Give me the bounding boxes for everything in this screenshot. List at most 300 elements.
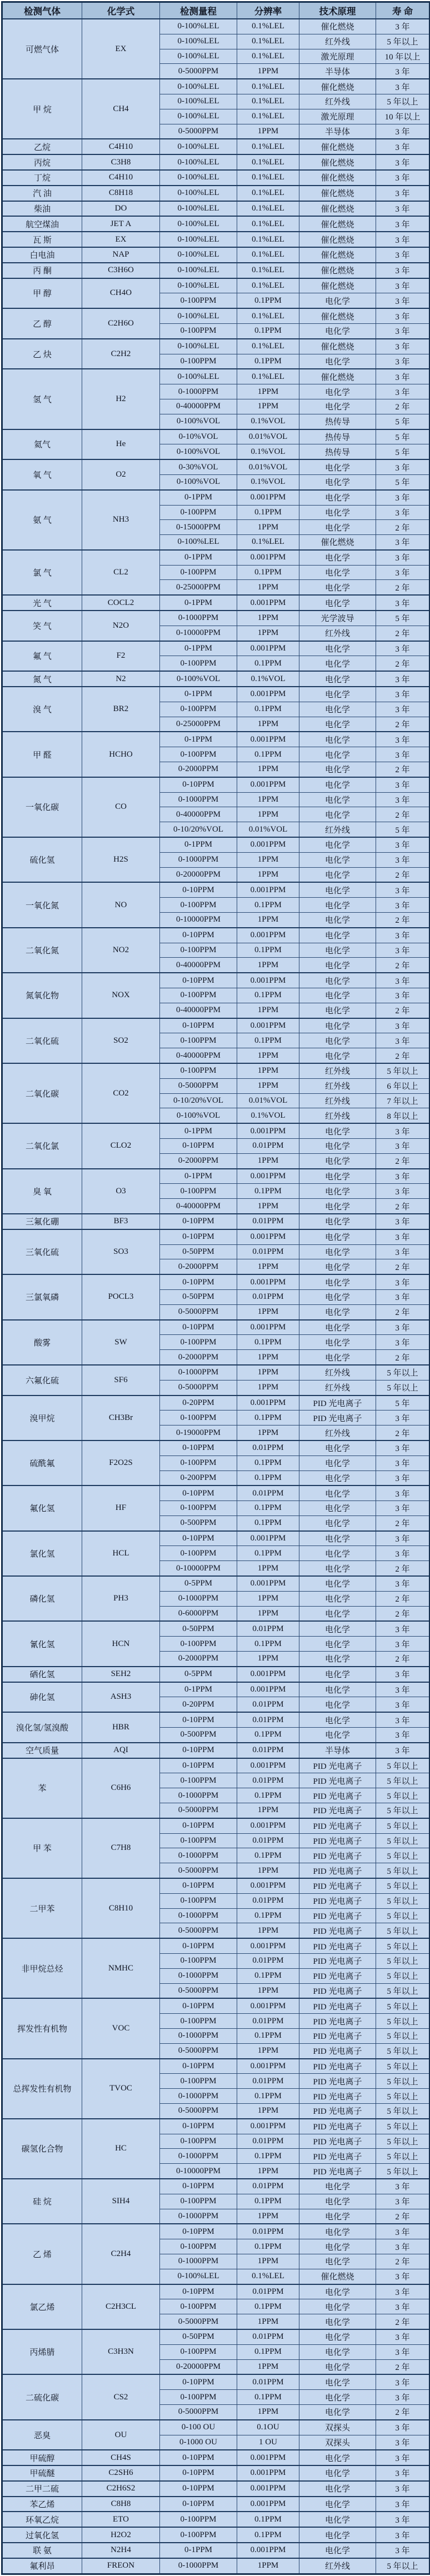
range-cell: 0-10PPM — [160, 973, 237, 988]
range-cell: 0-1PPM — [160, 490, 237, 505]
resolution-cell: 0.1PPM — [237, 2390, 299, 2405]
gas-cell: 甲硫醇 — [2, 2450, 82, 2465]
lifespan-cell: 3 年 — [376, 595, 430, 611]
range-cell: 0-25000PPM — [160, 717, 237, 732]
lifespan-cell: 2 年 — [376, 399, 430, 414]
table-row — [2, 1485, 430, 1500]
table-row — [2, 1365, 430, 1380]
lifespan-cell: 5 年以上 — [376, 2149, 430, 2164]
range-cell: 0-5000PPM — [160, 1078, 237, 1093]
principle-cell: 红外线 — [299, 1425, 376, 1440]
principle-cell: 电化学 — [299, 1018, 376, 1033]
gas-cell: 联 氨 — [2, 2543, 82, 2558]
table-row — [2, 2450, 430, 2465]
principle-cell: 电化学 — [299, 505, 376, 520]
formula-cell: C2H2 — [82, 339, 160, 369]
gas-cell: 二氧化氮 — [2, 928, 82, 973]
lifespan-cell: 5 年 — [376, 429, 430, 444]
range-cell: 0-100%LEL — [160, 186, 237, 201]
formula-cell: NOX — [82, 973, 160, 1018]
principle-cell: 电化学 — [299, 2209, 376, 2224]
gas-cell: 柴油 — [2, 201, 82, 217]
principle-cell: 电化学 — [299, 1214, 376, 1229]
lifespan-cell: 3 年 — [376, 64, 430, 79]
lifespan-cell: 3 年 — [376, 1621, 430, 1636]
principle-cell: PID 光电离子 — [299, 2119, 376, 2134]
lifespan-cell: 3 年 — [376, 837, 430, 852]
gas-cell: 苯 — [2, 1758, 82, 1818]
range-cell: 0-100PPM — [160, 1773, 237, 1788]
table-row — [2, 2465, 430, 2481]
resolution-cell: 0.1%VOL — [237, 414, 299, 429]
principle-cell: 催化燃烧 — [299, 201, 376, 217]
lifespan-cell: 3 年 — [376, 1033, 430, 1048]
resolution-cell: 0.001PPM — [237, 1018, 299, 1033]
principle-cell: 电化学 — [299, 807, 376, 822]
range-cell: 0-100PPM — [160, 747, 237, 762]
lifespan-cell: 3 年 — [376, 1320, 430, 1335]
range-cell: 0-5PPM — [160, 1667, 237, 1682]
resolution-cell: 0.001PPM — [237, 1123, 299, 1138]
range-cell: 0-100%LEL — [160, 232, 237, 247]
gas-cell: 酸雾 — [2, 1320, 82, 1365]
formula-cell: C6H6 — [82, 1758, 160, 1818]
lifespan-cell: 2 年 — [376, 2359, 430, 2374]
range-cell: 0-50PPM — [160, 2329, 237, 2344]
resolution-cell: 1PPM — [237, 2164, 299, 2179]
range-cell: 0-10PPM — [160, 777, 237, 792]
lifespan-cell: 3 年 — [376, 943, 430, 958]
gas-cell: 溴 气 — [2, 687, 82, 732]
range-cell: 0-100PPM — [160, 354, 237, 369]
resolution-cell: 0.1PPM — [237, 1033, 299, 1048]
range-cell: 0-100PPM — [160, 1501, 237, 1516]
principle-cell: 电化学 — [299, 595, 376, 611]
range-cell: 0-500PPM — [160, 1515, 237, 1530]
formula-cell: CO2 — [82, 1063, 160, 1123]
lifespan-cell: 3 年 — [376, 1637, 430, 1652]
range-cell: 0-100PPM — [160, 1410, 237, 1425]
resolution-cell: 1PPM — [237, 2558, 299, 2574]
header-row — [2, 2, 430, 19]
formula-cell: CH4 — [82, 79, 160, 139]
gas-cell: 乙 炔 — [2, 339, 82, 369]
resolution-cell: 1PPM — [237, 2314, 299, 2329]
principle-cell: 电化学 — [299, 913, 376, 928]
header-cell-3: 分辨率 — [237, 2, 299, 19]
formula-cell: EX — [82, 232, 160, 247]
principle-cell: 电化学 — [299, 459, 376, 474]
gas-cell: 挥发性有机物 — [2, 1998, 82, 2058]
header-cell-4: 技术原理 — [299, 2, 376, 19]
formula-cell: SW — [82, 1320, 160, 1365]
lifespan-cell: 3 年 — [376, 1712, 430, 1727]
lifespan-cell: 2 年 — [376, 1304, 430, 1319]
principle-cell: 电化学 — [299, 898, 376, 913]
principle-cell: 电化学 — [299, 777, 376, 792]
gas-cell: 航空煤油 — [2, 216, 82, 232]
range-cell: 0-50PPM — [160, 1289, 237, 1304]
resolution-cell: 1PPM — [237, 807, 299, 822]
resolution-cell: 0.1%VOL — [237, 1108, 299, 1123]
principle-cell: 电化学 — [299, 2194, 376, 2209]
resolution-cell: 1PPM — [237, 1350, 299, 1365]
lifespan-cell: 3 年 — [376, 2179, 430, 2194]
table-row — [2, 79, 430, 94]
range-cell: 0-1000PPM — [160, 852, 237, 867]
formula-cell: C2H6S2 — [82, 2481, 160, 2497]
formula-cell: F2O2S — [82, 1440, 160, 1485]
principle-cell: PID 光电离子 — [299, 1983, 376, 1998]
range-cell: 0-100%LEL — [160, 79, 237, 94]
resolution-cell: 1PPM — [237, 913, 299, 928]
principle-cell: 半导体 — [299, 64, 376, 79]
table-row — [2, 1274, 430, 1289]
range-cell: 0-2000PPM — [160, 1652, 237, 1667]
range-cell: 0-5000PPM — [160, 2043, 237, 2058]
range-cell: 0-19000PPM — [160, 1425, 237, 1440]
table-row — [2, 973, 430, 988]
principle-cell: 催化燃烧 — [299, 2269, 376, 2284]
formula-cell: CL2 — [82, 550, 160, 595]
principle-cell: PID 光电离子 — [299, 1968, 376, 1983]
principle-cell: 电化学 — [299, 732, 376, 747]
formula-cell: NH3 — [82, 490, 160, 550]
range-cell: 0-10PPM — [160, 1712, 237, 1727]
gas-cell: 丁烷 — [2, 170, 82, 186]
range-cell: 0-100PPM — [160, 1335, 237, 1350]
range-cell: 0-100PPM — [160, 2527, 237, 2543]
principle-cell: 催化燃烧 — [299, 232, 376, 247]
range-cell: 0-10PPM — [160, 2284, 237, 2299]
range-cell: 0-1000PPM — [160, 2028, 237, 2043]
table-row — [2, 2558, 430, 2574]
range-cell: 0-10PPM — [160, 2481, 237, 2497]
range-cell: 0-100%VOL — [160, 414, 237, 429]
lifespan-cell: 3 年 — [376, 1440, 430, 1455]
table-row — [2, 837, 430, 852]
table-row — [2, 687, 430, 702]
lifespan-cell: 3 年 — [376, 2269, 430, 2284]
range-cell: 0-5000PPM — [160, 1803, 237, 1818]
resolution-cell: 0.01PPM — [237, 1621, 299, 1636]
resolution-cell: 0.1%LEL — [237, 186, 299, 201]
gas-cell: 氟 气 — [2, 641, 82, 672]
principle-cell: 电化学 — [299, 943, 376, 958]
formula-cell: HF — [82, 1485, 160, 1530]
lifespan-cell: 3 年 — [376, 2435, 430, 2450]
range-cell: 0-10000PPM — [160, 913, 237, 928]
range-cell: 0-1000PPM — [160, 1365, 237, 1380]
range-cell: 0-10PPM — [160, 1878, 237, 1893]
principle-cell: 电化学 — [299, 2527, 376, 2543]
lifespan-cell: 3 年 — [376, 2512, 430, 2527]
lifespan-cell: 3 年 — [376, 1682, 430, 1697]
gas-cell: 过氧化氢 — [2, 2527, 82, 2543]
gas-cell: 砷化氢 — [2, 1682, 82, 1713]
principle-cell: 电化学 — [299, 928, 376, 943]
lifespan-cell: 5 年以上 — [376, 2558, 430, 2574]
principle-cell: 电化学 — [299, 717, 376, 732]
table-row — [2, 2284, 430, 2299]
gas-cell: 氟化氢 — [2, 1485, 82, 1530]
resolution-cell: 0.1PPM — [237, 1908, 299, 1923]
formula-cell: C2H3CL — [82, 2284, 160, 2329]
resolution-cell: 0.01PPM — [237, 2014, 299, 2029]
range-cell: 0-100%LEL — [160, 278, 237, 293]
range-cell: 0-10PPM — [160, 882, 237, 897]
resolution-cell: 0.1PPM — [237, 1968, 299, 1983]
formula-cell: O2 — [82, 459, 160, 490]
lifespan-cell: 2 年 — [376, 1515, 430, 1530]
resolution-cell: 1PPM — [237, 717, 299, 732]
lifespan-cell: 3 年 — [376, 1470, 430, 1485]
formula-cell: NO2 — [82, 928, 160, 973]
principle-cell: 催化燃烧 — [299, 308, 376, 323]
resolution-cell: 0.1PPM — [237, 988, 299, 1003]
gas-cell: 氮 气 — [2, 671, 82, 687]
resolution-cell: 0.1PPM — [237, 2149, 299, 2164]
gas-cell: 硫酰氟 — [2, 1440, 82, 1485]
formula-cell: AQI — [82, 1743, 160, 1758]
range-cell: 0-100PPM — [160, 2344, 237, 2359]
lifespan-cell: 3 年 — [376, 1184, 430, 1199]
lifespan-cell: 5 年以上 — [376, 2089, 430, 2104]
resolution-cell: 1PPM — [237, 626, 299, 641]
lifespan-cell: 5 年 — [376, 1395, 430, 1410]
range-cell: 0-100PPM — [160, 1455, 237, 1470]
range-cell: 0-10PPM — [160, 1229, 237, 1244]
table-row — [2, 1743, 430, 1758]
header-cell-0: 检测气体 — [2, 2, 82, 19]
principle-cell: 热传导 — [299, 429, 376, 444]
range-cell: 0-100PPM — [160, 2074, 237, 2089]
lifespan-cell: 3 年 — [376, 2465, 430, 2481]
resolution-cell: 0.1PPM — [237, 1546, 299, 1561]
principle-cell: 电化学 — [299, 792, 376, 807]
resolution-cell: 0.1%VOL — [237, 671, 299, 687]
resolution-cell: 0.1%LEL — [237, 109, 299, 124]
resolution-cell: 1PPM — [237, 1606, 299, 1621]
resolution-cell: 0.01PPM — [237, 1214, 299, 1229]
formula-cell: POCL3 — [82, 1274, 160, 1319]
principle-cell: 红外线 — [299, 1078, 376, 1093]
range-cell: 0-1000PPM — [160, 1788, 237, 1803]
range-cell: 0-50PPM — [160, 1244, 237, 1259]
lifespan-cell: 5 年以上 — [376, 2164, 430, 2179]
range-cell: 0-10PPM — [160, 2497, 237, 2512]
range-cell: 0-1PPM — [160, 732, 237, 747]
range-cell: 0-100%LEL — [160, 49, 237, 64]
principle-cell: 催化燃烧 — [299, 139, 376, 154]
principle-cell: 光学波导 — [299, 611, 376, 626]
table-row — [2, 2481, 430, 2497]
lifespan-cell: 3 年 — [376, 201, 430, 217]
principle-cell: 红外线 — [299, 1108, 376, 1123]
table-row — [2, 1682, 430, 1697]
range-cell: 0-100PPM — [160, 702, 237, 717]
lifespan-cell: 3 年 — [376, 1667, 430, 1682]
range-cell: 0-100%LEL — [160, 535, 237, 550]
lifespan-cell: 3 年 — [376, 2194, 430, 2209]
principle-cell: 电化学 — [299, 1576, 376, 1591]
resolution-cell: 0.001PPM — [237, 1998, 299, 2013]
table-row — [2, 1667, 430, 1682]
range-cell: 0-100PPM — [160, 2014, 237, 2029]
principle-cell: PID 光电离子 — [299, 1938, 376, 1953]
resolution-cell: 0.1%LEL — [237, 263, 299, 278]
lifespan-cell: 5 年 — [376, 822, 430, 837]
resolution-cell: 0.1%LEL — [237, 308, 299, 323]
range-cell: 0-10PPM — [160, 2179, 237, 2194]
principle-cell: 电化学 — [299, 474, 376, 489]
gas-cell: 磷化氢 — [2, 1576, 82, 1621]
range-cell: 0-10PPM — [160, 1531, 237, 1546]
lifespan-cell: 3 年 — [376, 308, 430, 323]
principle-cell: 电化学 — [299, 565, 376, 580]
range-cell: 0-10000PPM — [160, 2164, 237, 2179]
range-cell: 0-100%LEL — [160, 263, 237, 278]
principle-cell: PID 光电离子 — [299, 2103, 376, 2118]
principle-cell: 电化学 — [299, 1697, 376, 1712]
resolution-cell: 0.1%LEL — [237, 369, 299, 384]
gas-cell: 氯乙烯 — [2, 2284, 82, 2329]
formula-cell: VOC — [82, 1998, 160, 2058]
gas-cell: 硒化氢 — [2, 1667, 82, 1682]
resolution-cell: 0.01PPM — [237, 1712, 299, 1727]
range-cell: 0-100%LEL — [160, 201, 237, 217]
resolution-cell: 0.1PPM — [237, 2028, 299, 2043]
resolution-cell: 0.01PPM — [237, 1289, 299, 1304]
principle-cell: 电化学 — [299, 1350, 376, 1365]
principle-cell: 电化学 — [299, 2465, 376, 2481]
principle-cell: 电化学 — [299, 2179, 376, 2194]
resolution-cell: 0.001PPM — [237, 2465, 299, 2481]
range-cell: 0-10000PPM — [160, 626, 237, 641]
table-row — [2, 308, 430, 323]
range-cell: 0-40000PPM — [160, 1003, 237, 1018]
formula-cell: H2O2 — [82, 2527, 160, 2543]
resolution-cell: 0.01%VOL — [237, 822, 299, 837]
lifespan-cell: 2 年 — [376, 2209, 430, 2224]
lifespan-cell: 2 年 — [376, 626, 430, 641]
principle-cell: PID 光电离子 — [299, 2059, 376, 2074]
formula-cell: SIH4 — [82, 2179, 160, 2224]
principle-cell: 红外线 — [299, 94, 376, 109]
table-row — [2, 232, 430, 247]
table-row — [2, 595, 430, 611]
lifespan-cell: 5 年以上 — [376, 1893, 430, 1908]
principle-cell: 电化学 — [299, 1531, 376, 1546]
range-cell: 0-10PPM — [160, 1018, 237, 1033]
table-row — [2, 170, 430, 186]
lifespan-cell: 3 年 — [376, 732, 430, 747]
table-row — [2, 339, 430, 354]
principle-cell: 电化学 — [299, 1259, 376, 1274]
lifespan-cell: 3 年 — [376, 369, 430, 384]
principle-cell: 电化学 — [299, 2344, 376, 2359]
formula-cell: SO3 — [82, 1229, 160, 1274]
lifespan-cell: 2 年 — [376, 580, 430, 595]
formula-cell: CLO2 — [82, 1123, 160, 1168]
principle-cell: 半导体 — [299, 124, 376, 139]
range-cell: 0-1PPM — [160, 1169, 237, 1184]
lifespan-cell: 2 年 — [376, 958, 430, 973]
principle-cell: PID 光电离子 — [299, 1878, 376, 1893]
lifespan-cell: 3 年 — [376, 1018, 430, 1033]
principle-cell: PID 光电离子 — [299, 2164, 376, 2179]
lifespan-cell: 3 年 — [376, 777, 430, 792]
principle-cell: 电化学 — [299, 580, 376, 595]
formula-cell: NAP — [82, 247, 160, 263]
lifespan-cell: 3 年 — [376, 702, 430, 717]
range-cell: 0-100%LEL — [160, 154, 237, 170]
header-cell-2: 检测量程 — [160, 2, 237, 19]
principle-cell: PID 光电离子 — [299, 1863, 376, 1878]
principle-cell: 电化学 — [299, 1546, 376, 1561]
lifespan-cell: 5 年以上 — [376, 1380, 430, 1395]
range-cell: 0-10PPM — [160, 2059, 237, 2074]
resolution-cell: 0.1PPM — [237, 2239, 299, 2254]
resolution-cell: 0.01PPM — [237, 1893, 299, 1908]
principle-cell: 红外线 — [299, 1063, 376, 1078]
principle-cell: 电化学 — [299, 837, 376, 852]
resolution-cell: 1 OU — [237, 2435, 299, 2450]
gas-cell: 笑 气 — [2, 611, 82, 641]
principle-cell: 电化学 — [299, 1335, 376, 1350]
principle-cell: 电化学 — [299, 1621, 376, 1636]
range-cell: 0-100PPM — [160, 1637, 237, 1652]
header-cell-5: 寿 命 — [376, 2, 430, 19]
resolution-cell: 0.1PPM — [237, 1455, 299, 1470]
resolution-cell: 0.1%LEL — [237, 535, 299, 550]
resolution-cell: 1PPM — [237, 2359, 299, 2374]
gas-cell: 二氧化碳 — [2, 1063, 82, 1123]
resolution-cell: 0.01PPM — [237, 2074, 299, 2089]
range-cell: 0-20PPM — [160, 1697, 237, 1712]
range-cell: 0-5000PPM — [160, 1304, 237, 1319]
formula-cell: SEH2 — [82, 1667, 160, 1682]
resolution-cell: 0.1PPM — [237, 354, 299, 369]
principle-cell: PID 光电离子 — [299, 1893, 376, 1908]
resolution-cell: 1PPM — [237, 867, 299, 882]
table-row — [2, 1621, 430, 1636]
principle-cell: PID 光电离子 — [299, 2089, 376, 2104]
principle-cell: 红外线 — [299, 1093, 376, 1108]
principle-cell: 电化学 — [299, 384, 376, 399]
lifespan-cell: 3 年 — [376, 2284, 430, 2299]
principle-cell: 电化学 — [299, 1667, 376, 1682]
gas-cell: 乙 烯 — [2, 2224, 82, 2284]
principle-cell: PID 光电离子 — [299, 2014, 376, 2029]
range-cell: 0-1000PPM — [160, 2209, 237, 2224]
lifespan-cell: 3 年 — [376, 2374, 430, 2389]
table-row — [2, 154, 430, 170]
lifespan-cell: 3 年 — [376, 459, 430, 474]
principle-cell: 电化学 — [299, 1199, 376, 1214]
lifespan-cell: 3 年 — [376, 550, 430, 565]
principle-cell: 电化学 — [299, 1244, 376, 1259]
gas-cell: 光 气 — [2, 595, 82, 611]
resolution-cell: 0.001PPM — [237, 595, 299, 611]
principle-cell: 红外线 — [299, 2558, 376, 2574]
formula-cell: N2 — [82, 671, 160, 687]
table-body — [2, 19, 430, 2574]
range-cell: 0-100PPM — [160, 943, 237, 958]
lifespan-cell: 3 年 — [376, 2450, 430, 2465]
lifespan-cell: 3 年 — [376, 232, 430, 247]
lifespan-cell: 10 年以上 — [376, 109, 430, 124]
